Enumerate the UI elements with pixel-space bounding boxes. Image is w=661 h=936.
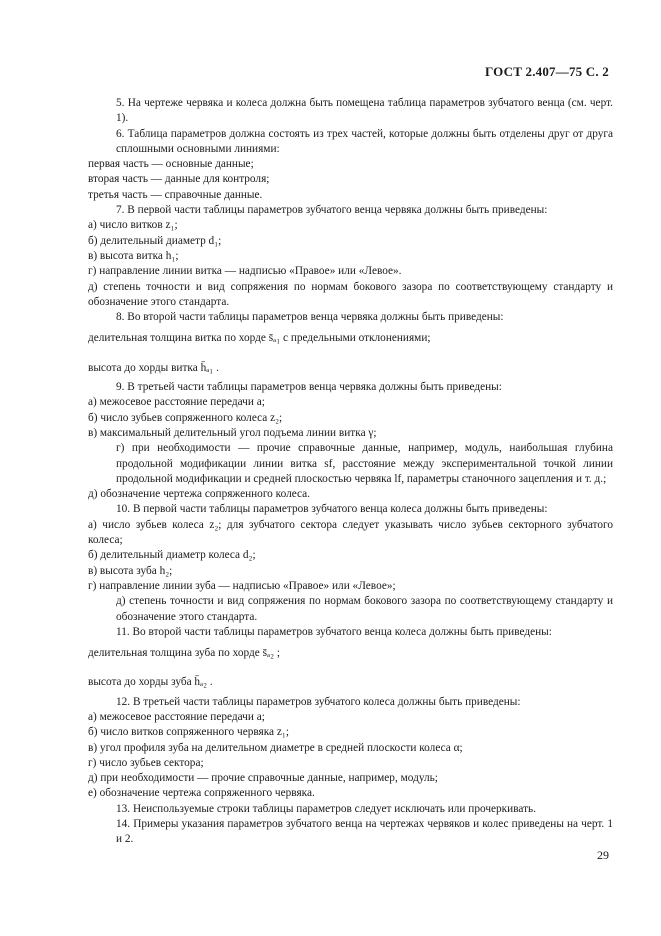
list-item: б) число зубьев сопряженного колеса z₂; [88,411,283,424]
list-item: высота до хорды зуба h̄ₐ₂ . [88,676,213,689]
list-item: а) межосевое расстояние передачи a; [88,710,265,723]
list-item: б) делительный диаметр d₁; [88,234,222,247]
paragraph-5: 5. На чертеже червяка и колеса должна быть помещена таблица параметров зубчатого венца (см. черт. 1). [116,97,613,125]
paragraph-7: 7. В первой части таблицы параметров зубчатого венца червяка должны быть приведены: [116,204,548,217]
list-item: д) степень точности и вид сопряжения по нормам бокового зазора по соответствующему стандарту и обозначение этого стандарта. [116,595,613,623]
page-number: 29 [597,848,609,862]
list-item: г) направление линии витка — надписью «Правое» или «Левое». [88,265,402,278]
list-item: в) высота зуба h₂; [88,564,173,577]
list-item: в) максимальный делительный угол подъема линии витка γ; [88,426,377,439]
list-item: д) при необходимости — прочие справочные данные, например, модуль; [88,772,438,785]
paragraph-6: 6. Таблица параметров должна состоять из трех частей, которые должны быть отделены друг от друга сплошными основными линиями: [116,127,613,155]
list-item: вторая часть — данные для контроля; [88,173,270,186]
list-item: третья часть — справочные данные. [88,188,263,201]
document-body [88,96,613,848]
list-item: д) степень точности и вид сопряжения по нормам бокового зазора по соответствующему стандарту и обозначение этого стандарта. [88,280,613,308]
paragraph-9: 9. В третьей части таблицы параметров венца червяка должны быть приведены: [116,381,502,394]
list-item: а) число витков z₁; [88,219,178,232]
list-item: а) число зубьев колеса z₂; для зубчатого сектора следует указывать число зубьев секторного зубчатого колеса; [88,518,613,547]
list-item: г) при необходимости — прочие справочные данные, например, модуль, наибольшая глубина продольной модификации линии витка sf, расстояние между экспериментальной точкой линии продольной модификации и средней плоскостью червяка lf, параметры станочного зацепления и т. д.; [116,442,613,485]
list-item: в) высота витка h₁; [88,249,179,262]
list-item: делительная толщина зуба по хорде s̄ₐ₂ ; [88,647,280,660]
list-item: первая часть — основные данные; [88,158,254,171]
list-item: е) обозначение чертежа сопряженного червяка. [88,787,315,800]
paragraph-8: 8. Во второй части таблицы параметров венца червяка должны быть приведены: [116,311,504,324]
list-item: делительная толщина витка по хорде s̄ₐ₁ с предельными отклонениями; [88,332,431,345]
page-header: ГОСТ 2.407—75 С. 2 [484,64,609,79]
paragraph-10: 10. В первой части таблицы параметров зубчатого венца колеса должны быть приведены: [116,503,548,516]
list-item: а) межосевое расстояние передачи a; [88,396,265,409]
paragraph-11: 11. Во второй части таблицы параметров зубчатого венца колеса должны быть приведены: [116,625,552,638]
paragraph-12: 12. В третьей части таблицы параметров зубчатого колеса должны быть приведены: [116,695,521,708]
list-item: г) направление линии зуба — надписью «Правое» или «Левое»; [88,579,396,592]
paragraph-14: 14. Примеры указания параметров зубчатого венца на чертежах червяков и колес приведены на черт. 1 и 2. [116,818,613,846]
list-item: высота до хорды витка h̄ₐ₁ . [88,361,219,374]
list-item: г) число зубьев сектора; [88,756,204,769]
list-item: в) угол профиля зуба на делительном диаметре в средней плоскости колеса α; [88,741,463,754]
list-item: д) обозначение чертежа сопряженного колеса. [88,488,310,501]
list-item: б) число витков сопряженного червяка z₁; [88,726,289,739]
paragraph-13: 13. Неиспользуемые строки таблицы параметров следует исключать или прочеркивать. [116,802,537,815]
list-item: б) делительный диаметр колеса d₂; [88,549,256,562]
